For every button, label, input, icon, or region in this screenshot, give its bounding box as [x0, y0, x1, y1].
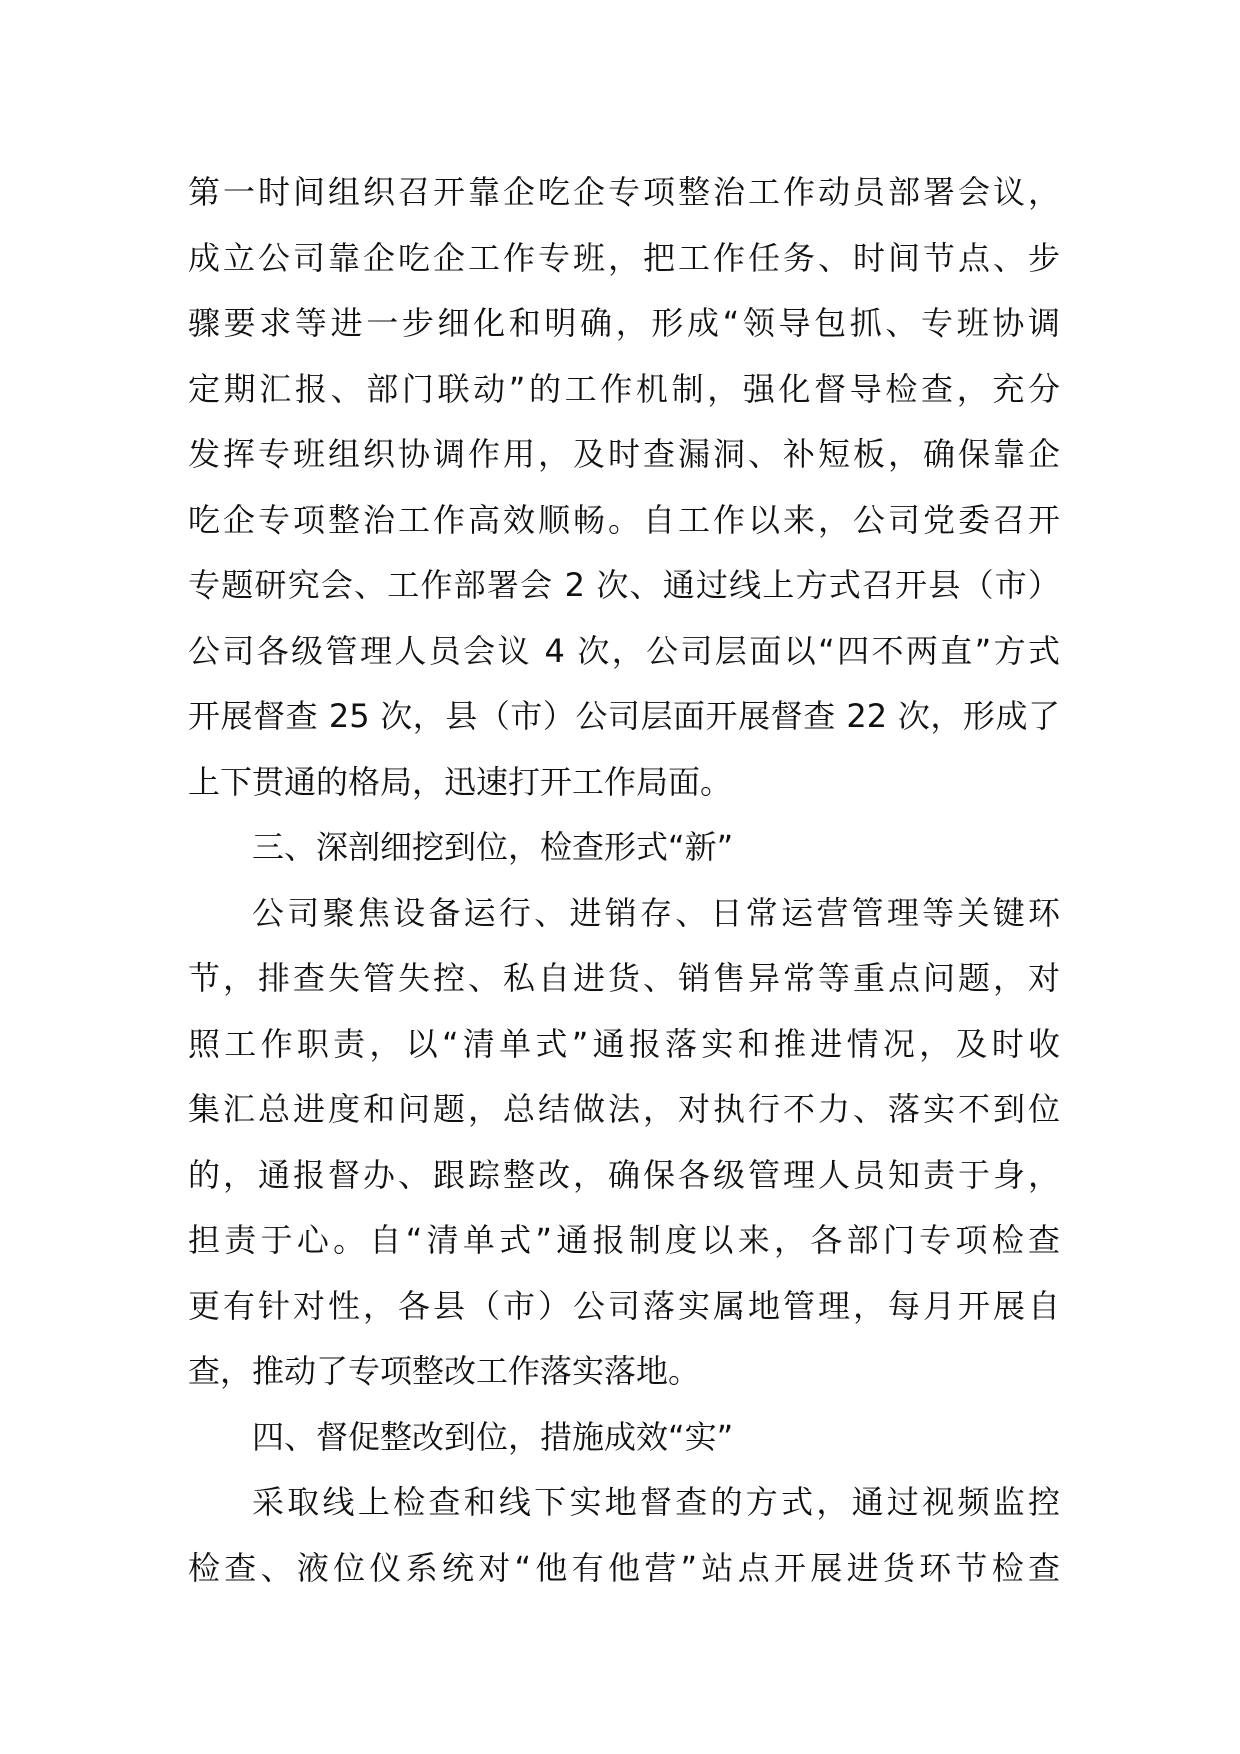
paragraph-line: 的，通报督办、跟踪整改，确保各级管理人员知责于身，: [188, 1155, 1060, 1194]
paragraph-line: 担责于心。自“清单式”通报制度以来，各部门专项检查: [188, 1221, 1060, 1259]
paragraph-line: 采取线上检查和线下实地督查的方式，通过视频监控: [252, 1483, 1060, 1521]
paragraph-line: 专题研究会、工作部署会 2 次、通过线上方式召开县（市）: [188, 566, 1060, 604]
paragraph-line: 第一时间组织召开靠企吃企专项整治工作动员部署会议，: [188, 173, 1060, 211]
paragraph-line: 集汇总进度和问题，总结做法，对执行不力、落实不到位: [188, 1090, 1060, 1128]
section-heading-4: 四、督促整改到位，措施成效“实”: [252, 1417, 734, 1456]
paragraph-line: 照工作职责，以“清单式”通报落实和推进情况，及时收: [188, 1024, 1060, 1063]
paragraph-line: 吃企专项整治工作高效顺畅。自工作以来，公司党委召开: [188, 500, 1060, 539]
paragraph-line: 检查、液位仪系统对“他有他营”站点开展进货环节检查: [188, 1548, 1060, 1587]
document-body: [188, 160, 1060, 1601]
paragraph-line: 成立公司靠企吃企工作专班，把工作任务、时间节点、步: [188, 238, 1060, 277]
paragraph-line: 定期汇报、部门联动”的工作机制，强化督导检查，充分: [188, 369, 1060, 408]
paragraph-line: 骤要求等进一步细化和明确，形成“领导包抓、专班协调: [188, 304, 1060, 342]
paragraph-line: 发挥专班组织协调作用，及时查漏洞、补短板，确保靠企: [188, 435, 1060, 473]
section-heading-3: 三、深剖细挖到位，检查形式“新”: [252, 828, 734, 866]
paragraph-line: 公司各级管理人员会议 4 次，公司层面以“四不两直”方式: [188, 631, 1060, 670]
paragraph-line: 公司聚焦设备运行、进销存、日常运营管理等关键环: [252, 893, 1060, 932]
paragraph-line: 上下贯通的格局，迅速打开工作局面。: [188, 762, 733, 801]
paragraph-line: 开展督查 25 次，县（市）公司层面开展督查 22 次，形成了: [188, 697, 1060, 735]
paragraph-line: 更有针对性，各县（市）公司落实属地管理，每月开展自: [188, 1286, 1060, 1325]
paragraph-line: 节，排查失管失控、私自进货、销售异常等重点问题，对: [188, 959, 1060, 997]
paragraph-line: 查，推动了专项整改工作落实落地。: [188, 1352, 701, 1390]
